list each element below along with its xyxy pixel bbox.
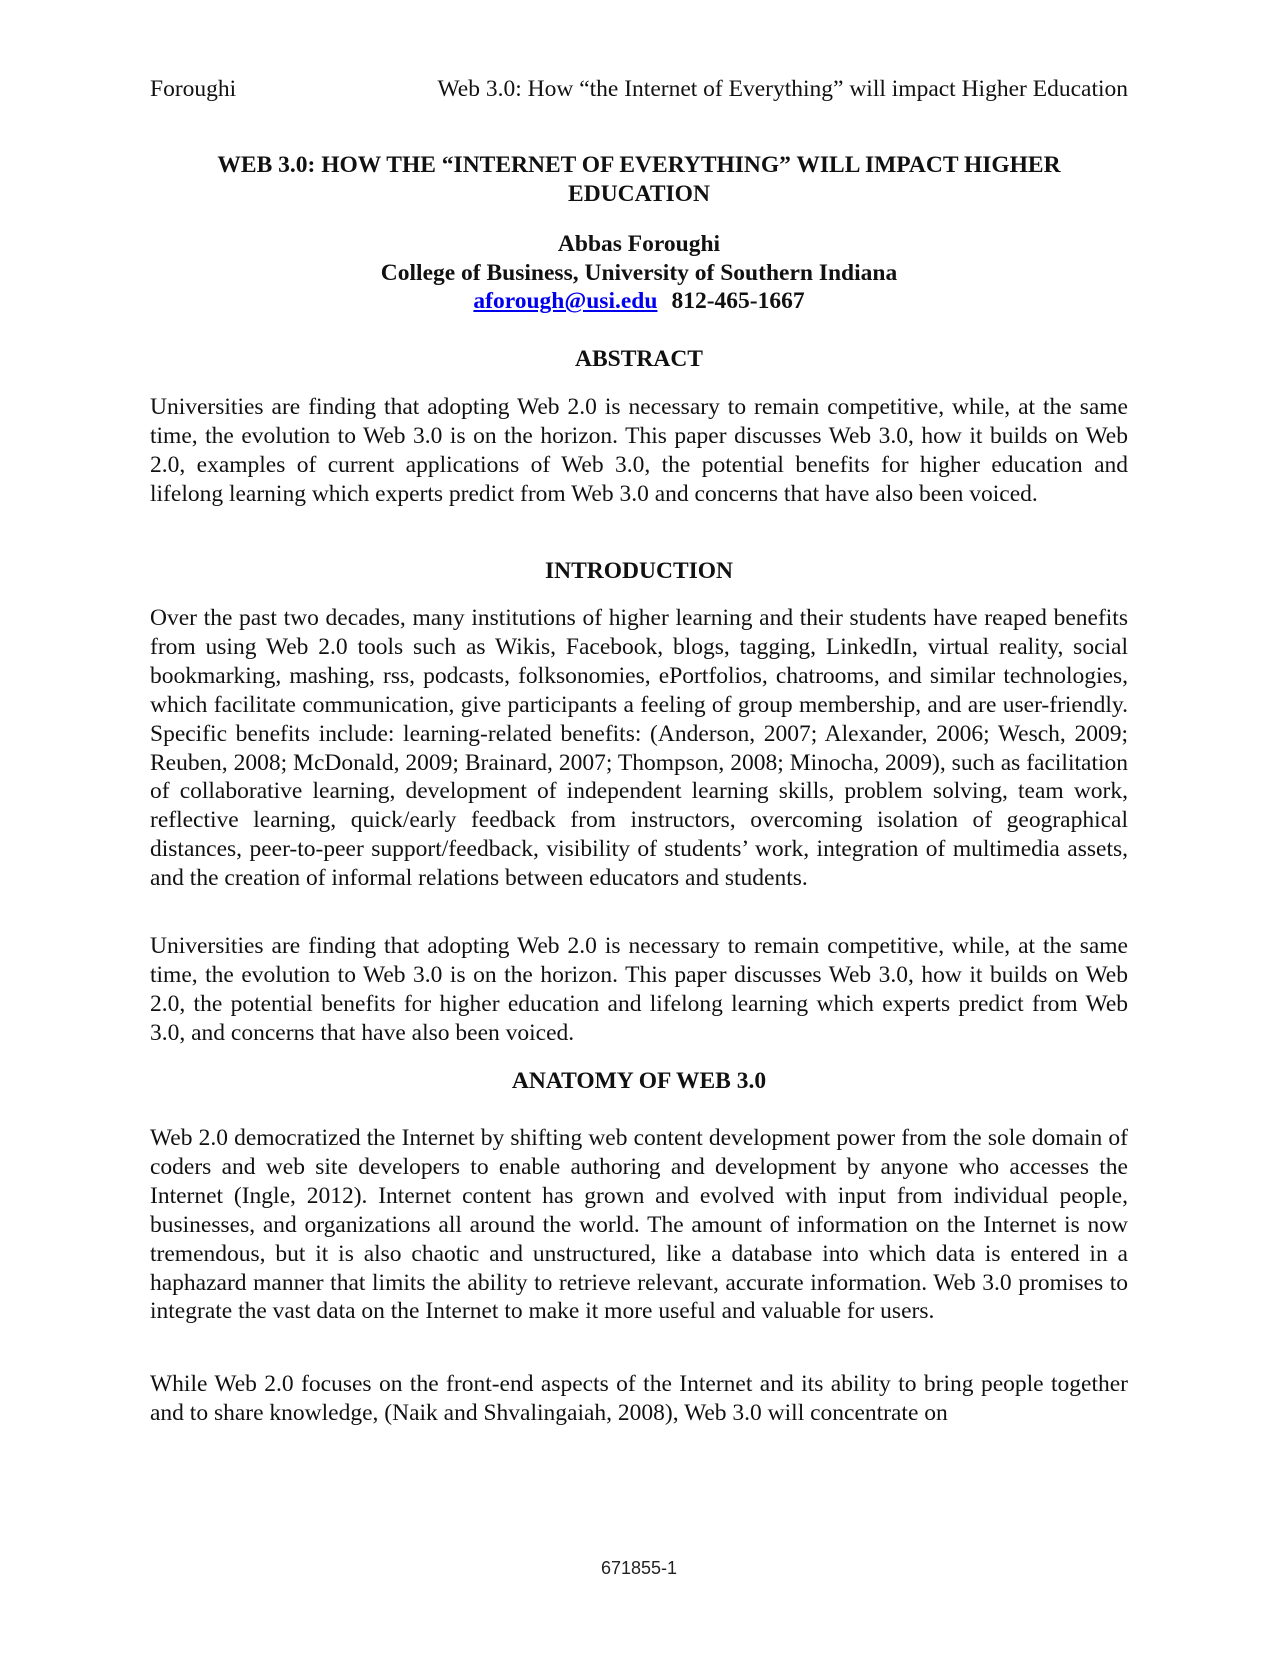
author-affiliation: College of Business, University of Southern Indiana	[380, 259, 898, 286]
author-contact	[150, 287, 1128, 316]
header-short-title: Web 3.0: How “the Internet of Everything” will impact Higher Education	[437, 76, 1128, 102]
paper-title-line-1: WEB 3.0: HOW THE “INTERNET OF EVERYTHING” WILL IMPACT HIGHER	[217, 152, 1061, 178]
introduction-paragraph-1: Over the past two decades, many institutions of higher learning and their students have reaped benefits from using Web 2.0 tools such as Wikis, Facebook, blogs, tagging, LinkedIn, virtual reality, social bookmarking, mashing, rss, podcasts, folksonomies, ePortfolios, chatrooms, and similar technologies, which facilitate communication, give participants a feeling of group membership, and are user-friendly. Specific benefits include: learning-related benefits: (Anderson, 2007; Alexander, 2006; Wesch, 2009; Reuben, 2008; McDonald, 2009; Brainard, 2007; Thompson, 2008; Minocha, 2009), such as facilitation of collaborative learning, development of independent learning skills, problem solving, team work, reflective learning, quick/early feedback from instructors, overcoming isolation of geographical distances, peer-to-peer support/feedback, visibility of students’ work, integration of multimedia assets, and the creation of informal relations between educators and students.	[150, 605, 1128, 892]
author-email-link[interactable]: aforough@usi.edu	[473, 288, 658, 314]
abstract-heading: ABSTRACT	[575, 346, 703, 372]
author-name: Abbas Foroughi	[557, 231, 721, 257]
author-phone: 812-465-1667	[671, 288, 805, 314]
anatomy-heading: ANATOMY OF WEB 3.0	[511, 1068, 767, 1094]
paper-title	[150, 151, 1128, 209]
author-block	[150, 230, 1128, 316]
introduction-heading: INTRODUCTION	[544, 558, 734, 584]
anatomy-paragraph-2: While Web 2.0 focuses on the front-end aspects of the Internet and its ability to bring people together and to share knowledge, (Naik and Shvalingaiah, 2008), Web 3.0 will concentrate on	[150, 1371, 1128, 1426]
header-author: Foroughi	[150, 76, 237, 102]
page-number: 671855-1	[600, 1558, 678, 1578]
introduction-paragraph-2: Universities are finding that adopting Web 2.0 is necessary to remain competitive, while, at the same time, the evolution to Web 3.0 is on the horizon. This paper discusses Web 3.0, how it builds on Web 2.0, the potential benefits for higher education and lifelong learning which experts predict from Web 3.0, and concerns that have also been voiced.	[150, 933, 1128, 1046]
paper-title-line-2: EDUCATION	[568, 181, 710, 207]
anatomy-paragraph-1: Web 2.0 democratized the Internet by shifting web content development power from the sole domain of coders and web site developers to enable authoring and development by anyone who accesses the Internet (Ingle, 2012). Internet content has grown and evolved with input from individual people, businesses, and organizations all around the world. The amount of information on the Internet is now tremendous, but it is also chaotic and unstructured, like a database into which data is entered in a haphazard manner that limits the ability to retrieve relevant, accurate information. Web 3.0 promises to integrate the vast data on the Internet to make it more useful and valuable for users.	[150, 1125, 1128, 1325]
abstract-text: Universities are finding that adopting Web 2.0 is necessary to remain competitive, while, at the same time, the evolution to Web 3.0 is on the horizon. This paper discusses Web 3.0, how it builds on Web 2.0, examples of current applications of Web 3.0, the potential benefits for higher education and lifelong learning which experts predict from Web 3.0 and concerns that have also been voiced.	[150, 394, 1128, 507]
